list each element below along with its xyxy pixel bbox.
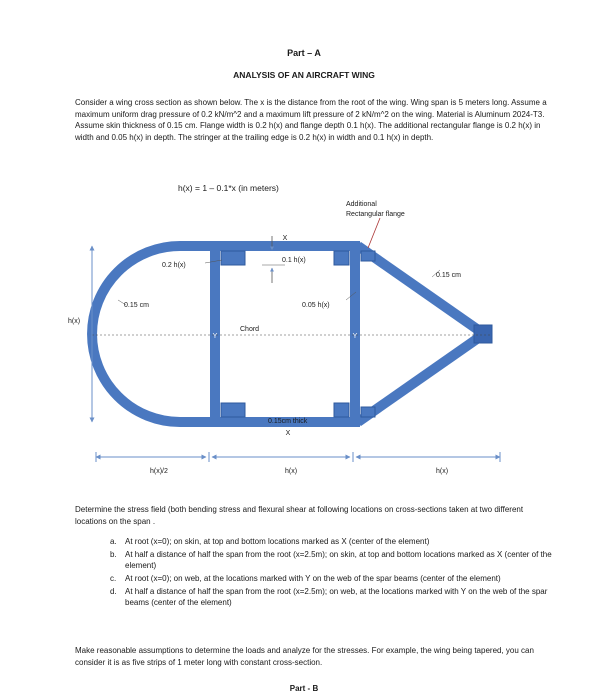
- flange-depth-label: 0.1 h(x): [282, 257, 306, 264]
- item-text: At root (x=0); on web, at the locations marked with Y on the web of the spar beams (center of the element): [125, 574, 501, 583]
- chord-label: Chord: [240, 326, 260, 333]
- item-text: At root (x=0); on skin, at top and bottom locations marked as X (center of the element): [125, 537, 430, 546]
- item-marker: d.: [110, 587, 117, 596]
- height-formula: h(x) = 1 – 0.1*x (in meters): [178, 183, 279, 193]
- dim-label-middle: h(x): [285, 468, 298, 475]
- x-marker-top: X: [282, 235, 288, 242]
- item-marker: a.: [110, 537, 117, 546]
- additional-flange-label-line2: Rectangular flange: [346, 211, 405, 218]
- front-top-flange: [221, 251, 245, 265]
- item-text: At half a distance of half the span from the root (x=2.5m); on skin, at top and bottom locations marked as X (center of the element): [125, 550, 552, 570]
- height-label: h(x): [68, 318, 81, 325]
- trailing-edge-stringer: [474, 325, 492, 343]
- x-marker-bottom: X: [285, 430, 291, 437]
- rear-bottom-flange: [334, 403, 349, 417]
- dim-label-right: h(x): [436, 468, 449, 475]
- trailing-edge-lower-skin: [358, 334, 484, 422]
- leading-edge-skin: [92, 246, 219, 422]
- y-marker-rear-web: Y: [352, 333, 358, 340]
- item-text: At half a distance of half the span from the root (x=2.5m); on web, at the locations marked with Y on the web of the spar beams (center of the element): [125, 587, 548, 607]
- part-a-title: Part – A: [287, 48, 321, 58]
- question-items: [110, 536, 555, 610]
- list-item: [110, 586, 555, 608]
- document-title: ANALYSIS OF AN AIRCRAFT WING: [233, 70, 375, 80]
- intro-paragraph: Consider a wing cross section as shown below. The x is the distance from the root of the wing. Wing span is 5 meters long. Assume a maximum uniform drag pressure of 0.2 kN/m^2 and a maximum lift pressure of 2 kN/m^2 on the wing. Material is Aluminum 2024-T3. Assume skin thickness of 0.15 cm. Flange width is 0.2 h(x) and flange depth 0.1 h(x). The additional rectangular flange is 0.2 h(x) in width and 0.05 h(x) in depth. The stringer at the trailing edge is 0.2 h(x) in width and 0.1 h(x) in depth.: [75, 98, 547, 142]
- rear-top-flange: [334, 251, 349, 265]
- list-item: [110, 536, 555, 547]
- list-item: [110, 573, 555, 584]
- item-marker: c.: [110, 574, 117, 583]
- skin-thickness-left-label: 0.15 cm: [124, 302, 149, 309]
- dim-label-left: h(x)/2: [150, 468, 168, 475]
- additional-flange-leader: [368, 218, 380, 248]
- question-paragraph: Determine the stress field (both bending stress and flexural shear at following locations on cross-sections taken at two different locations on the span .: [75, 505, 524, 526]
- assumption-paragraph: Make reasonable assumptions to determine the loads and analyze for the stresses. For example, the wing being tapered, you can consider it is as five strips of 1 meter long with constant cross-section.: [75, 646, 534, 667]
- additional-flange-label-line1: Additional: [346, 201, 377, 208]
- flange-width-label: 0.2 h(x): [162, 262, 186, 269]
- rect-flange-depth-label: 0.05 h(x): [302, 302, 330, 309]
- skin-thickness-right-label: 0.15 cm: [436, 272, 461, 279]
- trailing-edge-upper-skin: [358, 246, 484, 334]
- item-marker: b.: [110, 550, 117, 559]
- list-item: [110, 549, 555, 571]
- additional-rect-flange-top: [361, 251, 375, 261]
- thick-label: 0.15cm thick: [268, 418, 308, 425]
- part-b-title: Part - B: [289, 684, 319, 693]
- y-marker-front-web: Y: [212, 333, 218, 340]
- front-bottom-flange: [221, 403, 245, 417]
- additional-rect-flange-bottom: [361, 407, 375, 417]
